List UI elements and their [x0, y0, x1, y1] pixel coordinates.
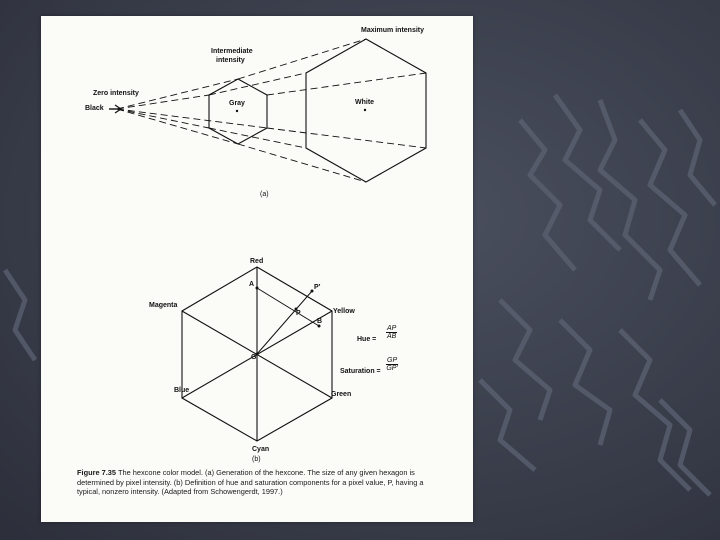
figure-number: Figure 7.35 [77, 468, 117, 477]
subfigure-b-label: (b) [252, 456, 261, 463]
saturation-formula-label: Saturation = [340, 368, 381, 375]
saturation-fraction [386, 357, 398, 372]
hue-denominator: AB [387, 333, 397, 340]
blue-label: Blue [174, 387, 190, 394]
zero-intensity-label: Zero intensity [93, 90, 139, 97]
point-b-label: B [317, 318, 323, 325]
magenta-label: Magenta [149, 302, 178, 309]
intermediate-intensity-label-line2: intensity [216, 57, 245, 64]
hue-numerator: AP [387, 325, 397, 332]
figure-caption [77, 468, 447, 497]
hue-fraction [386, 325, 397, 340]
hue-formula-label: Hue = [357, 336, 377, 343]
point-a-label: A [249, 281, 255, 288]
point-g-label: G [251, 354, 257, 361]
gray-label: Gray [229, 100, 245, 107]
intermediate-intensity-label-line1: Intermediate [211, 48, 253, 55]
point-p-label: P [296, 310, 301, 317]
maximum-intensity-label: Maximum intensity [361, 27, 425, 34]
cyan-label: Cyan [252, 446, 270, 453]
red-label: Red [250, 258, 264, 265]
green-label: Green [331, 391, 352, 398]
caption-text: The hexcone color model. (a) Generation of the hexcone. The size of any given hexagon is determined by pixel intensity. (b) Definition of hue and saturation components for a pixel value, P, having a typical, nonzero intensity. (Adapted from Schowengerdt, 1997.) [77, 468, 424, 497]
subfigure-a-label: (a) [260, 191, 269, 198]
black-label: Black [85, 105, 104, 112]
yellow-label: Yellow [333, 308, 355, 315]
saturation-denominator: GP′ [386, 365, 398, 372]
saturation-numerator: GP [387, 357, 398, 364]
white-label: White [355, 99, 375, 106]
point-p-prime-label: P′ [314, 284, 321, 291]
scanned-figure-page [41, 16, 473, 522]
